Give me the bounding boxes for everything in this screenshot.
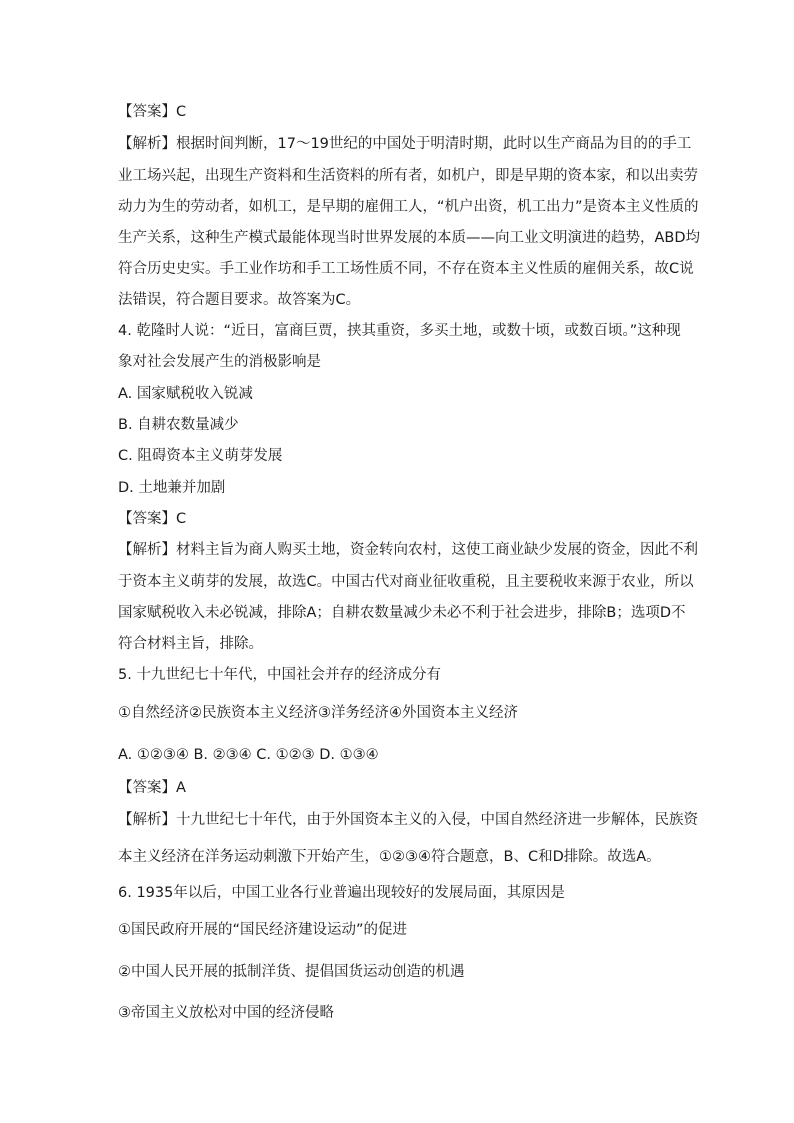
q4-analysis-line-3: 国家赋税收入未必锐减，排除A；自耕农数量减少未必不利于社会进步，排除B；选项D不 [118, 605, 686, 621]
q4-answer: 【答案】C [118, 511, 187, 527]
q4-analysis-line-1: 【解析】材料主旨为商人购买土地，资金转向农村，这使工商业缺少发展的资金，因此不利 [118, 542, 698, 558]
q5-items: ①自然经济②民族资本主义经济③洋务经济④外国资本主义经济 [118, 705, 518, 721]
q6-question: 6. 1935年以后，中国工业各行业普遍出现较好的发展局面，其原因是 [118, 885, 565, 901]
q3-analysis-line-6: 法错误，符合题目要求。故答案为C。 [118, 292, 361, 308]
q3-analysis-line-1: 【解析】根据时间判断，17～19世纪的中国处于明清时期，此时以生产商品为目的的手工 [118, 136, 692, 152]
q4-analysis-line-4: 符合材料主旨，排除。 [118, 636, 263, 652]
q4-option-d: D. 土地兼并加剧 [118, 480, 226, 496]
q6-item-3: ③帝国主义放松对中国的经济侵略 [118, 1005, 334, 1021]
q4-analysis-line-2: 于资本主义萌芽的发展，故选C。中国古代对商业征收重税，且主要税收来源于农业，所以 [118, 574, 694, 590]
q4-question-line-2: 象对社会发展产生的消极影响是 [118, 354, 321, 370]
q5-analysis-line-1: 【解析】十九世纪七十年代，由于外国资本主义的入侵，中国自然经济进一步解体，民族资 [118, 812, 698, 828]
q3-analysis-line-5: 符合历史史实。手工业作坊和手工工场性质不同，不存在资本主义性质的雇佣关系，故C说 [118, 261, 694, 277]
q4-option-b: B. 自耕农数量减少 [118, 417, 239, 433]
q3-analysis-line-2: 业工场兴起，出现生产资料和生活资料的所有者，如机户，即是早期的资本家，和以出卖劳 [118, 168, 698, 184]
q6-item-2: ②中国人民开展的抵制洋货、提倡国货运动创造的机遇 [118, 964, 465, 980]
q5-options: A. ①②③④ B. ②③④ C. ①②③ D. ①③④ [118, 747, 379, 763]
q3-answer: 【答案】C [118, 104, 187, 120]
q4-option-a: A. 国家赋税收入锐减 [118, 386, 253, 402]
q5-analysis-line-2: 本主义经济在洋务运动刺激下开始产生，①②③④符合题意，B、C和D排除。故选A。 [118, 849, 661, 865]
q5-answer: 【答案】A [118, 780, 186, 796]
q4-question-line-1: 4. 乾隆时人说：“近日，富商巨贾，挟其重资，多买土地，或数十顷，或数百顷。”这种现 [118, 323, 681, 339]
q6-item-1: ①国民政府开展的“国民经济建设运动”的促进 [118, 922, 408, 938]
q4-option-c: C. 阻碍资本主义萌芽发展 [118, 448, 283, 464]
q3-analysis-line-3: 动力为生的劳动者，如机工，是早期的雇佣工人，“机户出资，机工出力”是资本主义性质的 [118, 199, 699, 215]
q3-analysis-line-4: 生产关系，这种生产模式最能体现当时世界发展的本质——向工业文明演进的趋势，ABD均 [118, 230, 701, 246]
q5-question: 5. 十九世纪七十年代，中国社会并存的经济成分有 [118, 667, 441, 683]
